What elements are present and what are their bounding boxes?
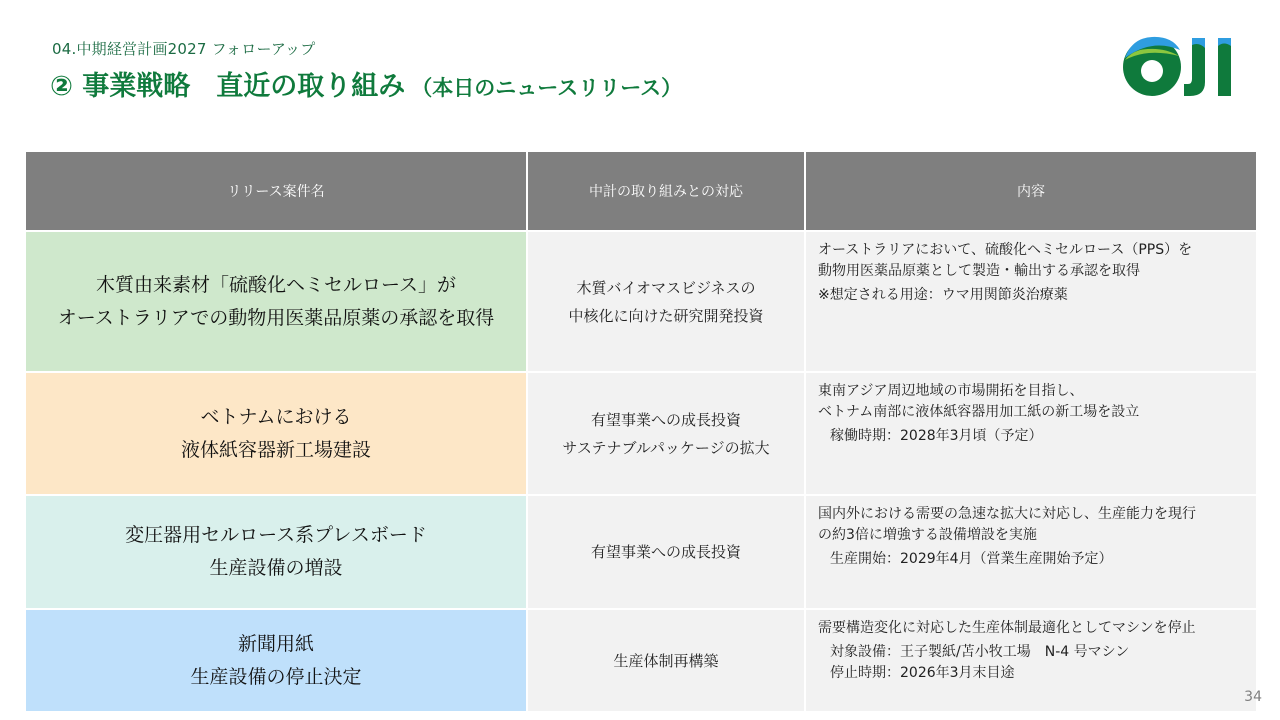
release-name-line: オーストラリアでの動物用医薬品原薬の承認を取得 bbox=[57, 306, 495, 329]
table-row bbox=[25, 609, 1257, 712]
release-name-line: 生産設備の停止決定 bbox=[190, 665, 362, 688]
page-title bbox=[50, 64, 682, 103]
plan-line: 有望事業への成長投資 bbox=[590, 543, 741, 561]
plan-line: 生産体制再構築 bbox=[613, 651, 719, 670]
title-number: ② bbox=[50, 71, 73, 102]
content-cell bbox=[805, 495, 1257, 609]
release-name-line: 新聞用紙 bbox=[237, 632, 314, 655]
plan-cell bbox=[527, 372, 805, 495]
title-main: 事業戦略 bbox=[82, 71, 191, 102]
content-detail: 稼働時期：2028年3月頃（予定） bbox=[830, 428, 1043, 444]
release-name-line: ベトナムにおける bbox=[200, 405, 352, 428]
content-cell bbox=[805, 609, 1257, 712]
release-name-line: 生産設備の増設 bbox=[209, 557, 343, 579]
release-name-cell bbox=[25, 495, 527, 609]
release-name-line: 変圧器用セルロース系プレスボード bbox=[125, 524, 427, 546]
content-cell bbox=[805, 231, 1257, 372]
release-name-cell bbox=[25, 609, 527, 712]
table-row bbox=[25, 231, 1257, 372]
header-plan-correspondence: 中計の取り組みとの対応 bbox=[527, 151, 805, 231]
content-note: ※想定される用途：ウマ用関節炎治療薬 bbox=[818, 287, 1068, 303]
title-paren: （本日のニュースリリース） bbox=[411, 76, 683, 100]
content-detail: 対象設備：王子製紙/苫小牧工場 N-4 号マシン bbox=[830, 644, 1130, 660]
release-name-cell bbox=[25, 372, 527, 495]
content-line: 動物用医薬品原薬として製造・輸出する承認を取得 bbox=[818, 263, 1140, 279]
table-row bbox=[25, 495, 1257, 609]
plan-line: 有望事業への成長投資 bbox=[590, 410, 741, 429]
content-cell bbox=[805, 372, 1257, 495]
oji-logo bbox=[1122, 34, 1248, 100]
content-detail: 停止時期：2026年3月末目途 bbox=[830, 665, 1015, 681]
content-line: 東南アジア周辺地域の市場開拓を目指し、 bbox=[818, 383, 1084, 399]
content-line: 需要構造変化に対応した生産体制最適化としてマシンを停止 bbox=[818, 620, 1196, 636]
plan-line: 木質バイオマスビジネスの bbox=[576, 278, 756, 297]
section-subtitle: 04.中期経営計画2027 フォローアップ bbox=[52, 40, 316, 58]
plan-cell bbox=[527, 495, 805, 609]
header-content: 内容 bbox=[805, 151, 1257, 231]
content-line: ベトナム南部に液体紙容器用加工紙の新工場を設立 bbox=[818, 404, 1140, 420]
plan-line: サステナブルパッケージの拡大 bbox=[562, 438, 770, 457]
plan-line: 中核化に向けた研究開発投資 bbox=[568, 306, 764, 325]
release-name-line: 液体紙容器新工場建設 bbox=[180, 438, 371, 461]
content-line: オーストラリアにおいて、硫酸化ヘミセルロース（PPS）を bbox=[818, 242, 1193, 258]
content-line: 国内外における需要の急速な拡大に対応し、生産能力を現行 bbox=[818, 506, 1196, 522]
release-name-line: 木質由来素材「硫酸化ヘミセルロース」が bbox=[95, 273, 457, 296]
table-row bbox=[25, 372, 1257, 495]
plan-cell bbox=[527, 609, 805, 712]
header-release-name: リリース案件名 bbox=[25, 151, 527, 231]
release-table bbox=[24, 150, 1258, 713]
table-header-row bbox=[25, 151, 1257, 231]
page-number: 34 bbox=[1244, 689, 1262, 705]
plan-cell bbox=[527, 231, 805, 372]
content-detail: 生産開始：2029年4月（営業生産開始予定） bbox=[830, 551, 1113, 567]
content-line: の約3倍に増強する設備増設を実施 bbox=[818, 527, 1037, 543]
release-name-cell bbox=[25, 231, 527, 372]
title-sub: 直近の取り組み bbox=[216, 71, 406, 102]
